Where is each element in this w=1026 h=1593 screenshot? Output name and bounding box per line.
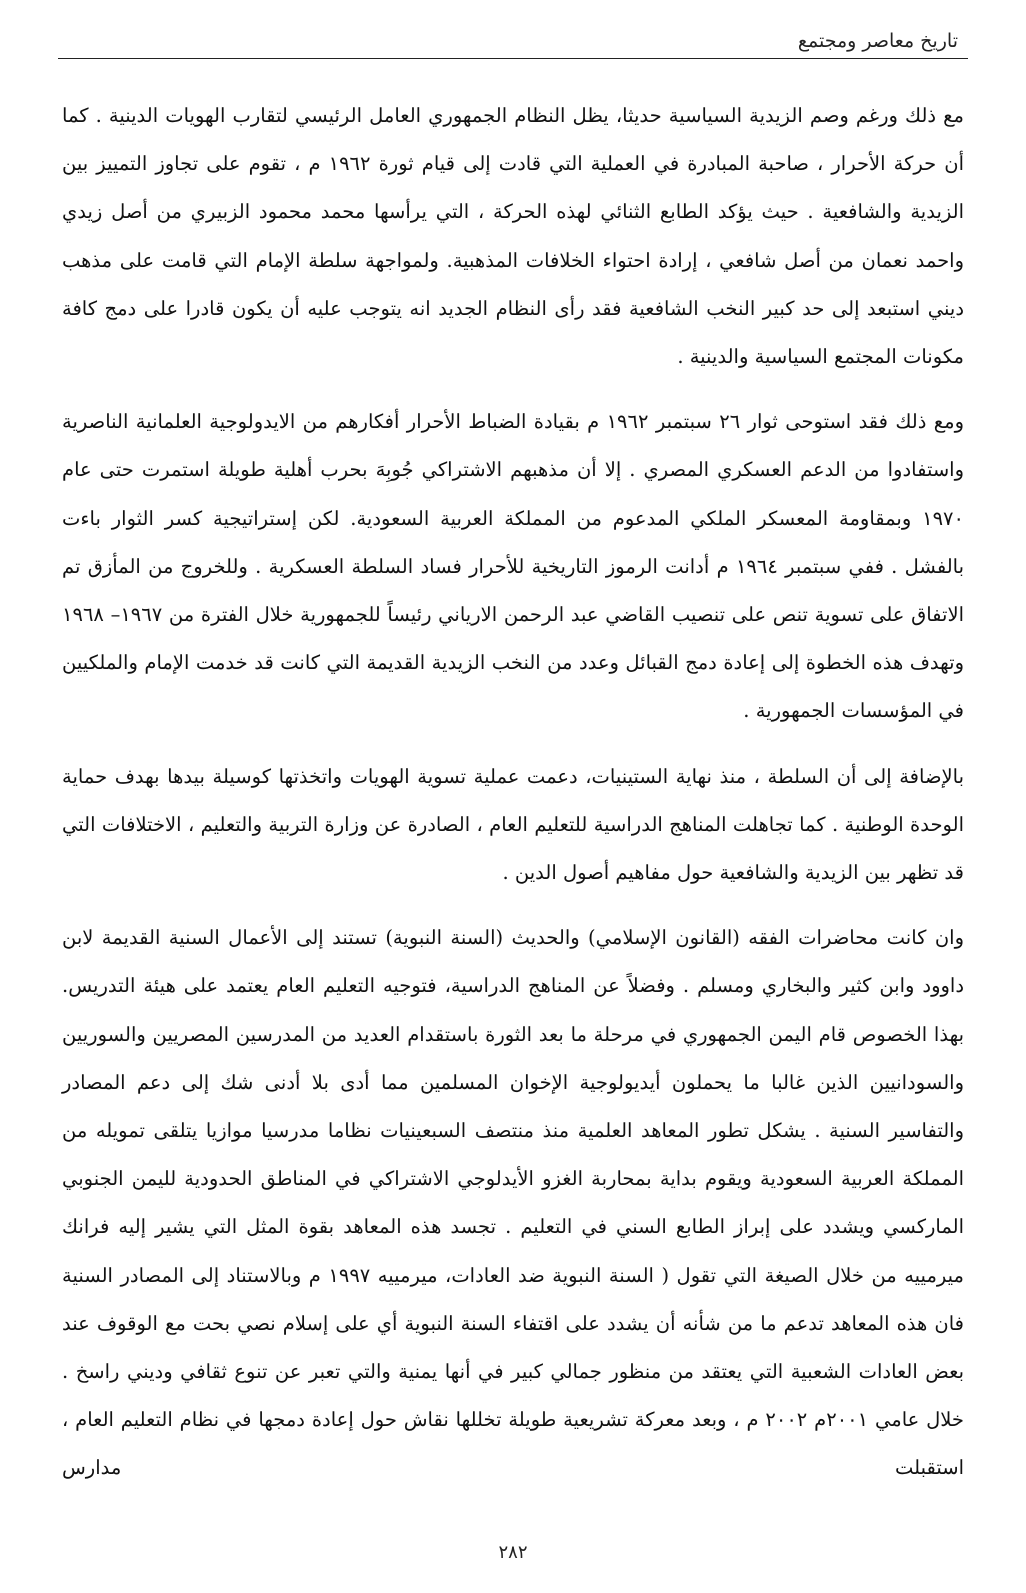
paragraph-4: وان كانت محاضرات الفقه (القانون الإسلامي) والحديث (السنة النبوية) تستند إلى الأعمال السنية القديمة لابن داوود وابن كثير والبخاري ومسلم . وفضلاً عن المناهج الدراسية، فتوجيه التعليم العام يعتمد على هيئة التدريس. بهذا الخصوص قام اليمن الجمهوري في مرحلة ما بعد الثورة باستقدام العديد من المدرسين المصريين والسوريين والسودانيين الذين غالبا ما يحملون أيديولوجية الإخوان المسلمين مما أدى بلا أدنى شك إلى دعم المصادر والتفاسير السنية . يشكل تطور المعاهد العلمية منذ منتصف السبعينيات نظاما مدرسيا موازيا يتلقى تمويله من المملكة العربية السعودية ويقوم بداية بمحاربة الغزو الأيدلوجي الاشتراكي في المناطق الحدودية لليمن الجنوبي الماركسي ويشدد على إبراز الطابع السني في التعليم . تجسد هذه المعاهد بقوة المثل التي يشير إليه فرانك ميرمييه من خلال الصيغة التي تقول ( السنة النبوية ضد العادات، ميرمييه ١٩٩٧ م وبالاستناد إلى المصادر السنية فان هذه المعاهد تدعم ما من شأنه أن يشدد على اقتفاء السنة النبوية أي على إسلام نصي بحت مع الوقوف عند بعض العادات الشعبية التي يعتقد من منظور جمالي كبير في أنها يمنية والتي تعبر عن تنوع ثقافي وديني راسخ . خلال عامي ٢٠٠١م ٢٠٠٢ م ، وبعد معركة تشريعية طويلة تخللها نقاش حول إعادة دمجها في نظام التعليم العام ، استقبلت مدارس: [62, 926, 964, 1480]
main-text: [62, 92, 964, 1510]
page-number: ٢٨٢: [498, 1542, 528, 1563]
running-header-title: تاريخ معاصر ومجتمع: [797, 30, 958, 52]
paragraph-1: مع ذلك ورغم وصم الزيدية السياسية حديثا، يظل النظام الجمهوري العامل الرئيسي لتقارب الهويات الدينية . كما أن حركة الأحرار ، صاحبة المبادرة في العملية التي قادت إلى قيام ثورة ١٩٦٢ م ، تقوم على تجاوز التمييز بين الزيدية والشافعية . حيث يؤكد الطابع الثنائي لهذه الحركة ، التي يرأسها محمد محمود الزبيري من أصل زيدي واحمد نعمان من أصل شافعي ، إرادة احتواء الخلافات المذهبية. ولمواجهة سلطة الإمام التي قامت على مذهب ديني استبعد إلى حد كبير النخب الشافعية فقد رأى النظام الجديد انه يتوجب عليه أن يكون قادرا على دمج كافة مكونات المجتمع السياسية والدينية .: [62, 104, 964, 369]
paragraph-3: بالإضافة إلى أن السلطة ، منذ نهاية الستينيات، دعمت عملية تسوية الهويات واتخذتها كوسيلة بيدها بهدف حماية الوحدة الوطنية . كما تجاهلت المناهج الدراسية للتعليم العام ، الصادرة عن وزارة التربية والتعليم ، الاختلافات التي قد تظهر بين الزيدية والشافعية حول مفاهيم أصول الدين .: [62, 764, 964, 885]
header-divider: [58, 58, 968, 59]
paragraph-2: ومع ذلك فقد استوحى ثوار ٢٦ سبتمبر ١٩٦٢ م بقيادة الضباط الأحرار أفكارهم من الايدولوجية العلمانية الناصرية واستفادوا من الدعم العسكري المصري . إلا أن مذهبهم الاشتراكي جُوبِهَ بحرب أهلية طويلة استمرت حتى عام ١٩٧٠ وبمقاومة المعسكر الملكي المدعوم من المملكة العربية السعودية. لكن إستراتيجية كسر الثوار باءت بالفشل . ففي سبتمبر ١٩٦٤ م أدانت الرموز التاريخية للأحرار فساد السلطة العسكرية . وللخروج من المأزق تم الاتفاق على تسوية تنص على تنصيب القاضي عبد الرحمن الارياني رئيساً للجمهورية خلال الفترة من ١٩٦٧– ١٩٦٨ وتهدف هذه الخطوة إلى إعادة دمج القبائل وعدد من النخب الزيدية القديمة التي كانت قد خدمت الإمام والملكيين في المؤسسات الجمهورية .: [62, 410, 965, 723]
